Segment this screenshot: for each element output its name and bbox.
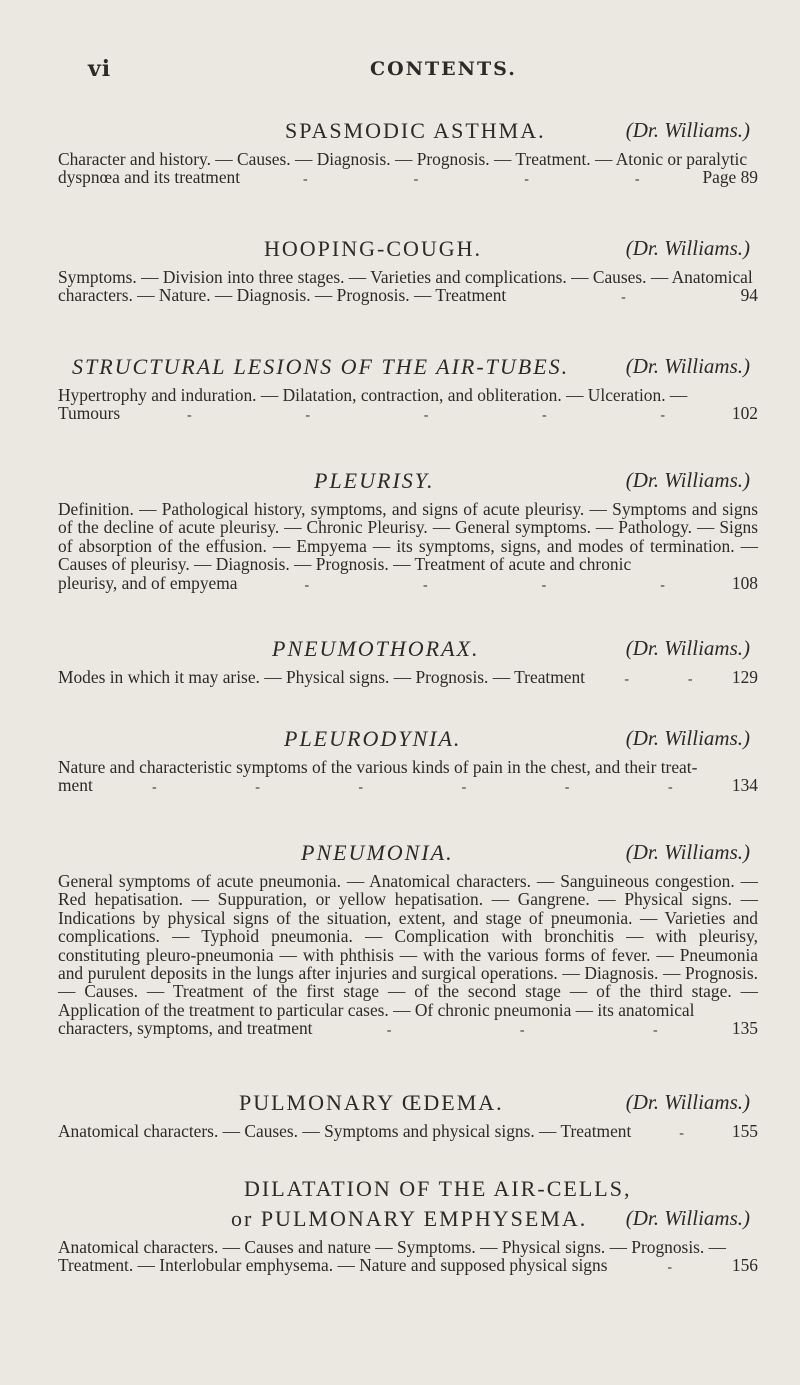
last-line-text: characters, symptoms, and treatment <box>58 1018 313 1039</box>
section-author: (Dr. Williams.) <box>625 636 750 660</box>
page-reference: 156 <box>731 1255 758 1276</box>
section-author: (Dr. Williams.) <box>625 840 750 864</box>
page-ref-line <box>58 404 758 425</box>
running-title: CONTENTS. <box>370 58 517 80</box>
section-title: PULMONARY ŒDEMA. <box>239 1090 504 1115</box>
section-pneumonia <box>58 840 758 1041</box>
section-dilatation <box>58 1176 758 1278</box>
last-line-text: ment <box>58 775 93 796</box>
page-ref-line <box>58 776 758 797</box>
leader-dashes: - - - - <box>304 577 665 593</box>
page-reference: 129 <box>731 667 758 687</box>
last-line-text: characters. — Nature. — Diagnosis. — Prognosis. — Treatment <box>58 285 507 306</box>
leader-dashes: - <box>679 1126 684 1141</box>
last-line-text: pleurisy, and of empyema <box>58 572 238 593</box>
section-spasmodic-asthma <box>58 118 758 190</box>
section-title: PNEUMOTHORAX. <box>272 636 480 661</box>
last-line-text: Anatomical characters. — Causes. — Symptoms and physical signs. — Treatment <box>58 1121 632 1141</box>
page-number: vi <box>88 56 112 82</box>
section-title-second-line: or PULMONARY EMPHYSEMA. <box>231 1206 588 1231</box>
leader-dashes: - - <box>624 672 693 687</box>
section-structural-lesions <box>58 354 758 426</box>
section-author: (Dr. Williams.) <box>625 726 750 750</box>
section-body: Nature and characteristic symptoms of the various kinds of pain in the chest, and their treat- <box>58 757 698 777</box>
leader-dashes: - - - - - - <box>152 780 673 796</box>
section-title: HOOPING-COUGH. <box>264 236 483 261</box>
page-reference: 134 <box>731 775 758 796</box>
page-ref-line <box>58 1122 758 1143</box>
page-ref-line <box>58 1019 758 1040</box>
section-pneumothorax <box>58 636 758 689</box>
section-hooping-cough <box>58 236 758 308</box>
page-ref-line <box>58 286 758 307</box>
last-line-text: dyspnœa and its treatment <box>58 167 241 188</box>
section-author: (Dr. Williams.) <box>625 118 750 142</box>
section-title: PNEUMONIA. <box>301 840 454 865</box>
section-body: Anatomical characters. — Causes and nature — Symptoms. — Physical signs. — Prognosis. — <box>58 1237 727 1257</box>
section-body: Hypertrophy and induration. — Dilatation, contraction, and obliteration. — Ulceration. — <box>58 385 688 405</box>
page-ref-line <box>58 1256 758 1277</box>
section-author: (Dr. Williams.) <box>625 354 750 378</box>
leader-dashes: - - - - - <box>187 408 666 424</box>
page-reference: Page 89 <box>702 167 758 188</box>
section-author: (Dr. Williams.) <box>625 1090 750 1114</box>
section-author: (Dr. Williams.) <box>625 1206 750 1230</box>
page-reference: 135 <box>731 1018 758 1039</box>
leader-dashes: - - - - <box>303 172 640 188</box>
section-author: (Dr. Williams.) <box>625 468 750 492</box>
section-pulmonary-oedema <box>58 1090 758 1143</box>
leader-dashes: - - - <box>386 1023 658 1039</box>
page-reference: 108 <box>731 572 758 593</box>
section-body: Character and history. — Causes. — Diagnosis. — Prognosis. — Treatment. — Atonic or paralytic <box>58 149 748 169</box>
section-body: Definition. — Pathological history, symptoms, and signs of acute pleurisy. — Symptoms and signs of the decline of acute pleurisy. — Chronic Pleurisy. — General symptoms. — Pathology. — Signs of absorption of the effusion. — Empyema — its symptoms, signs, and modes of termination. — Causes of pleurisy. — Diagnosis. — Prognosis. — Treatment of acute and chronic <box>58 499 758 575</box>
section-title: DILATATION OF THE AIR-CELLS, <box>244 1176 632 1201</box>
page-reference: 94 <box>740 285 758 306</box>
page-ref-line <box>58 668 758 689</box>
section-pleurisy <box>58 468 758 595</box>
section-body: Symptoms. — Division into three stages. — Varieties and complications. — Causes. — Anatomical <box>58 267 753 287</box>
section-author: (Dr. Williams.) <box>625 236 750 260</box>
last-line-text: Tumours <box>58 403 121 424</box>
section-title: PLEURISY. <box>314 468 435 493</box>
leader-dashes: - <box>667 1260 673 1276</box>
last-line-text: Modes in which it may arise. — Physical signs. — Prognosis. — Treatment <box>58 667 586 687</box>
running-head <box>0 56 800 84</box>
section-body: General symptoms of acute pneumonia. — Anatomical characters. — Sanguineous congestion. — Red hepatisation. — Suppuration, or yellow hepatisation. — Gangrene. — Physical signs. — Indications by physical signs of the situation, extent, and stage of pneumonia. — Varieties and complications. — Typhoid pneumonia. — Complication with bronchitis — with pleurisy, constituting pleuro-pneumonia — with phthisis — with the various forms of fever. — Pneumonia and purulent deposits in the lungs after injuries and surgical operations. — Diagnosis. — Prognosis. — Causes. — Treatment of the first stage — of the second stage — of the third stage. — Application of the treatment to particular cases. — Of chronic pneumonia — its anatomical <box>58 871 758 1020</box>
page-ref-line <box>58 574 758 595</box>
leader-dashes: - <box>621 290 626 306</box>
last-line-text: Treatment. — Interlobular emphysema. — Nature and supposed physical signs <box>58 1255 608 1276</box>
section-title: SPASMODIC ASTHMA. <box>285 118 546 143</box>
section-pleurodynia <box>58 726 758 798</box>
section-title: PLEURODYNIA. <box>284 726 462 751</box>
page-ref-line <box>58 168 758 189</box>
section-title: STRUCTURAL LESIONS OF THE AIR-TUBES. <box>72 354 570 379</box>
page-reference: 102 <box>731 403 758 424</box>
page-reference: 155 <box>731 1121 758 1141</box>
